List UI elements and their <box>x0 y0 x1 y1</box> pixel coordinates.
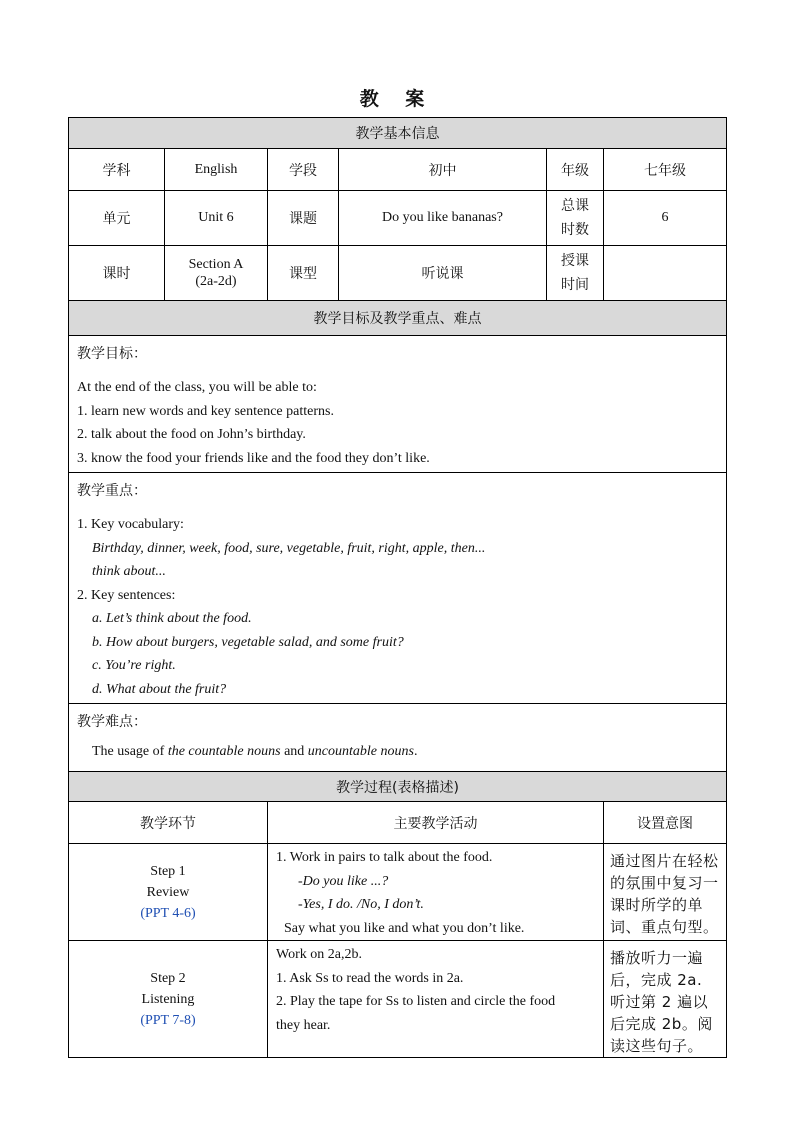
period-value-line2: (2a-2d) <box>195 274 237 289</box>
objectives-header: 教学目标及教学重点、难点 <box>69 301 727 336</box>
period-value <box>165 246 268 301</box>
key-sentence: d. What about the fruit? <box>92 681 227 697</box>
sentences-label: 2. Key sentences: <box>77 587 176 603</box>
step-ppt: (PPT 7-8) <box>140 1012 196 1028</box>
step-name: Step 2 <box>150 970 186 986</box>
activity-line: Say what you like and what you don’t like. <box>284 920 525 936</box>
difficulty-term-uncountable: uncountable nouns <box>307 744 414 759</box>
activity-line: -Yes, I do. /No, I don’t. <box>298 897 424 912</box>
total-hours-value: 6 <box>604 191 727 246</box>
key-points-cell <box>69 473 727 704</box>
difficulty-term-countable: the countable nouns <box>167 744 281 759</box>
period-label: 课时 <box>69 246 165 301</box>
teach-time-label <box>547 246 604 301</box>
objectives-cell <box>69 336 727 473</box>
vocab-line: Birthday, dinner, week, food, sure, vegetable, fruit, right, apple, then... <box>92 540 486 556</box>
topic-label: 课题 <box>268 191 339 246</box>
difficulty-cell <box>69 704 727 772</box>
type-value: 听说课 <box>339 246 547 301</box>
vocab-line: think about... <box>92 564 166 579</box>
activity-line: they hear. <box>276 1017 331 1033</box>
step-sub: Listening <box>141 991 195 1007</box>
page-title: 教 案 <box>359 88 435 110</box>
difficulty-middle: and <box>280 744 308 759</box>
lesson-plan-table <box>68 117 727 1058</box>
purpose-cell: 通过图片在轻松的氛围中复习一课时所学的单词、重点句型。 <box>604 844 727 941</box>
activity-line: 2. Play the tape for Ss to listen and circle the food <box>276 994 556 1009</box>
objectives-heading: 教学目标： <box>77 346 147 362</box>
step-cell <box>69 844 268 941</box>
teach-time-value <box>604 246 727 301</box>
step-ppt: (PPT 4-6) <box>140 905 196 921</box>
type-label: 课型 <box>268 246 339 301</box>
key-sentence: b. How about burgers, vegetable salad, and some fruit? <box>92 634 404 650</box>
stage-value: 初中 <box>339 149 547 191</box>
objective-line: At the end of the class, you will be able to: <box>77 380 317 395</box>
grade-label: 年级 <box>547 149 604 191</box>
purpose-cell: 播放听力一遍后，完成 2a. 听过第 2 遍以后完成 2b。阅读这些句子。 <box>604 941 727 1058</box>
teach-time-label-line1: 授课 <box>561 253 589 269</box>
key-sentence: c. You’re right. <box>92 658 176 673</box>
process-header: 教学过程(表格描述) <box>69 772 727 802</box>
unit-label: 单元 <box>69 191 165 246</box>
total-hours-label <box>547 191 604 246</box>
activity-line: 1. Work in pairs to talk about the food. <box>276 850 493 865</box>
vocab-label: 1. Key vocabulary: <box>77 517 184 532</box>
total-hours-label-line2: 时数 <box>561 222 589 238</box>
process-col-activities: 主要教学活动 <box>268 802 604 844</box>
period-value-line1: Section A <box>188 257 244 272</box>
difficulty-text <box>77 740 718 764</box>
difficulty-prefix: The usage of <box>92 744 168 759</box>
difficulty-heading: 教学难点： <box>77 714 147 730</box>
process-col-purpose: 设置意图 <box>604 802 727 844</box>
key-points-heading: 教学重点： <box>77 483 147 499</box>
objective-line: 1. learn new words and key sentence patterns. <box>77 403 334 419</box>
stage-label: 学段 <box>268 149 339 191</box>
step-name: Step 1 <box>150 863 186 879</box>
subject-value: English <box>165 149 268 191</box>
activity-line: 1. Ask Ss to read the words in 2a. <box>276 970 464 986</box>
activities-cell <box>268 941 604 1058</box>
difficulty-suffix: . <box>413 744 418 759</box>
step-cell <box>69 941 268 1058</box>
objective-line: 3. know the food your friends like and the food they don’t like. <box>77 450 430 466</box>
activity-line: Work on 2a,2b. <box>276 947 362 962</box>
objective-line: 2. talk about the food on John’s birthday. <box>77 427 306 442</box>
teach-time-label-line2: 时间 <box>561 277 589 293</box>
unit-value: Unit 6 <box>165 191 268 246</box>
total-hours-label-line1: 总课 <box>561 198 589 214</box>
grade-value: 七年级 <box>604 149 727 191</box>
activity-line: -Do you like ...? <box>298 873 389 889</box>
process-col-stage: 教学环节 <box>69 802 268 844</box>
step-sub: Review <box>146 884 190 900</box>
key-sentence: a. Let’s think about the food. <box>92 611 252 626</box>
basic-info-header: 教学基本信息 <box>69 118 727 149</box>
topic-value: Do you like bananas? <box>339 191 547 246</box>
activities-cell <box>268 844 604 941</box>
subject-label: 学科 <box>69 149 165 191</box>
